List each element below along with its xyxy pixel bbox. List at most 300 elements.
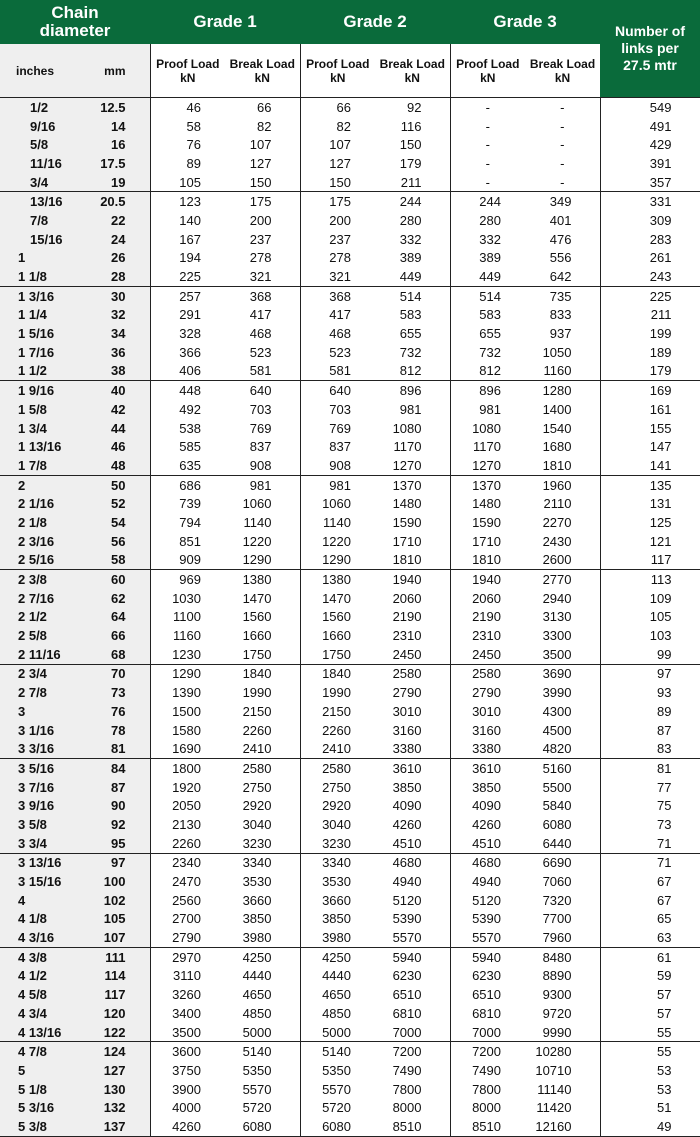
- grade1-break-cell: 2580: [225, 759, 300, 778]
- table-row: [0, 98, 700, 117]
- inches-cell: 5 1/8: [0, 1080, 86, 1099]
- mm-cell: 84: [86, 759, 150, 778]
- grade3-proof-cell: 332: [450, 230, 525, 249]
- grade2-proof-cell: 3230: [300, 834, 375, 853]
- inches-cell: 1/2: [0, 98, 86, 117]
- grade1-break-cell: 1220: [242, 533, 272, 549]
- table-row: [0, 796, 700, 815]
- grade3-break-cell: 3300: [542, 628, 572, 644]
- grade1-break-cell: 5570: [242, 1081, 272, 1097]
- inches-cell: 3: [0, 702, 86, 721]
- grade3-proof-cell: 3160: [450, 721, 525, 740]
- grade2-proof-cell: 1560: [300, 608, 375, 627]
- grade3-break-cell: 1400: [542, 401, 572, 417]
- grade3-proof-cell: 2580: [450, 664, 525, 683]
- grade1-break-cell: 4850: [242, 1005, 272, 1021]
- inches-cell: 2 1/16: [0, 494, 86, 513]
- grade1-proof-cell: 1290: [150, 664, 225, 683]
- grade3-break-cell: 3130: [542, 609, 572, 625]
- grade1-header: Grade 1: [150, 0, 300, 44]
- grade3-break-cell: -: [560, 155, 565, 171]
- grade1-break-cell: 4440: [242, 968, 272, 984]
- grade1-proof-cell: 140: [150, 211, 225, 230]
- grade1-proof-cell: 794: [150, 513, 225, 532]
- grade1-proof-cell: 1500: [150, 702, 225, 721]
- grade2-break-cell: 6230: [392, 968, 422, 984]
- grade2-proof-cell: 769: [300, 419, 375, 438]
- links-cell: 549: [600, 98, 700, 117]
- mm-cell: 73: [86, 683, 150, 702]
- grade3-proof-cell: 1270: [450, 456, 525, 475]
- grade3-proof-cell: 1810: [450, 551, 525, 570]
- grade1-break-cell: 3230: [242, 835, 272, 851]
- grade2-break-cell: 5570: [392, 930, 422, 946]
- table-row: [0, 985, 700, 1004]
- links-cell: 121: [600, 532, 700, 551]
- links-cell: 103: [600, 626, 700, 645]
- grade1-proof-cell: 739: [150, 494, 225, 513]
- inches-cell: 1 7/16: [0, 343, 86, 362]
- inches-cell: 2 3/16: [0, 532, 86, 551]
- grade3-break-cell: 8480: [525, 947, 600, 966]
- grade2-proof-cell: 127: [300, 154, 375, 173]
- grade3-proof-cell: 5940: [450, 947, 525, 966]
- grade3-break-cell: 7960: [542, 930, 572, 946]
- inches-cell: 15/16: [0, 230, 86, 249]
- grade1-break-cell: 4250: [225, 947, 300, 966]
- grade1-break-cell: 468: [249, 326, 272, 342]
- inches-cell: 7/8: [0, 211, 86, 230]
- table-row: [0, 928, 700, 947]
- grade3-proof-cell: 2790: [450, 683, 525, 702]
- grade1-proof-load-unit: kN: [180, 70, 196, 85]
- links-cell: 147: [600, 437, 700, 456]
- grade1-proof-cell: 1100: [150, 608, 225, 627]
- links-cell: 189: [600, 343, 700, 362]
- grade3-break-cell: 1680: [542, 439, 572, 455]
- inches-cell: 1 13/16: [0, 437, 86, 456]
- inches-cell: 5: [0, 1061, 86, 1080]
- grade3-proof-cell: 3380: [450, 739, 525, 758]
- grade2-proof-cell: 2150: [300, 702, 375, 721]
- links-cell: 391: [600, 154, 700, 173]
- grade2-proof-cell: 2750: [300, 778, 375, 797]
- table-row: [0, 456, 700, 475]
- table-row: [0, 759, 700, 778]
- grade1-proof-cell: 291: [150, 306, 225, 325]
- mm-cell: 58: [86, 551, 150, 570]
- grade2-proof-cell: 1990: [300, 683, 375, 702]
- grade3-break-cell: 4500: [542, 722, 572, 738]
- table-row: [0, 192, 700, 211]
- grade1-proof-cell: 492: [150, 400, 225, 419]
- grade2-break-cell: 6510: [392, 987, 422, 1003]
- grade1-break-load-header: [225, 44, 300, 98]
- links-cell: 57: [600, 1004, 700, 1023]
- links-cell: 199: [600, 324, 700, 343]
- table-row: [0, 117, 700, 136]
- grade3-proof-cell: -: [450, 154, 525, 173]
- grade3-break-cell: 11420: [536, 1100, 572, 1116]
- mm-cell: 114: [86, 967, 150, 986]
- links-cell: 49: [600, 1117, 700, 1136]
- inches-cell: 4 5/8: [0, 985, 86, 1004]
- grade1-proof-cell: 2050: [150, 796, 225, 815]
- grade3-proof-cell: 1710: [450, 532, 525, 551]
- inches-cell: 2 7/8: [0, 683, 86, 702]
- grade3-break-cell: 9990: [542, 1024, 572, 1040]
- mm-cell: 28: [86, 267, 150, 286]
- grade1-proof-cell: 89: [150, 154, 225, 173]
- grade1-break-cell: 1380: [225, 570, 300, 589]
- links-cell: 67: [600, 891, 700, 910]
- table-row: [0, 872, 700, 891]
- grade1-break-cell: 981: [225, 475, 300, 494]
- grade2-break-cell: 3160: [392, 722, 422, 738]
- grade1-break-load-label: Break Load: [229, 56, 295, 71]
- grade2-break-cell: 7800: [392, 1081, 422, 1097]
- mm-cell: 120: [86, 1004, 150, 1023]
- grade2-proof-cell: 200: [300, 211, 375, 230]
- grade3-proof-load-header: [450, 44, 525, 98]
- table-row: [0, 381, 700, 400]
- table-row: [0, 778, 700, 797]
- grade2-break-cell: 116: [400, 118, 422, 134]
- grade3-proof-cell: 7800: [450, 1080, 525, 1099]
- mm-cell: 46: [86, 437, 150, 456]
- grade2-proof-cell: 150: [300, 173, 375, 192]
- grade3-break-cell: 2940: [542, 590, 572, 606]
- inches-cell: 4 7/8: [0, 1042, 86, 1061]
- inches-cell: 9/16: [0, 117, 86, 136]
- grade3-break-cell: 8890: [542, 968, 572, 984]
- mm-cell: 137: [86, 1117, 150, 1136]
- grade3-break-cell: 2430: [542, 533, 572, 549]
- inches-cell: 1 3/4: [0, 419, 86, 438]
- links-cell: 63: [600, 928, 700, 947]
- mm-cell: 107: [86, 928, 150, 947]
- grade3-break-cell: 401: [549, 212, 572, 228]
- grade2-proof-cell: 581: [300, 362, 375, 381]
- mm-cell: 132: [86, 1098, 150, 1117]
- grade3-proof-cell: 1590: [450, 513, 525, 532]
- grade1-proof-cell: 3110: [150, 967, 225, 986]
- grade3-proof-cell: 6510: [450, 985, 525, 1004]
- grade1-break-cell: 3040: [242, 816, 272, 832]
- grade3-break-cell: -: [560, 174, 565, 190]
- grade3-break-cell: 349: [525, 192, 600, 211]
- inches-cell: 3 5/8: [0, 815, 86, 834]
- links-cell: 73: [600, 815, 700, 834]
- table-row: [0, 324, 700, 343]
- inches-cell: 2 1/8: [0, 513, 86, 532]
- grade3-break-cell: 1960: [525, 475, 600, 494]
- mm-cell: 36: [86, 343, 150, 362]
- mm-cell: 30: [86, 286, 150, 305]
- table-row: [0, 1042, 700, 1061]
- grade2-proof-cell: 1470: [300, 589, 375, 608]
- inches-cell: 3 1/16: [0, 721, 86, 740]
- table-row: [0, 475, 700, 494]
- table-row: [0, 1098, 700, 1117]
- grade2-proof-cell: 5350: [300, 1061, 375, 1080]
- grade3-proof-cell: 5570: [450, 928, 525, 947]
- grade1-break-cell: 1560: [242, 609, 272, 625]
- links-cell: 71: [600, 853, 700, 872]
- links-cell: 225: [600, 286, 700, 305]
- grade1-break-cell: 107: [249, 137, 272, 153]
- inches-cell: 5 3/16: [0, 1098, 86, 1117]
- grade1-proof-cell: 3900: [150, 1080, 225, 1099]
- grade3-proof-cell: 4260: [450, 815, 525, 834]
- grade3-proof-cell: 812: [450, 362, 525, 381]
- grade1-proof-load-label: Proof Load: [156, 56, 220, 71]
- grade1-proof-cell: 851: [150, 532, 225, 551]
- links-cell: 61: [600, 947, 700, 966]
- grade3-proof-cell: 4940: [450, 872, 525, 891]
- inches-cell: 4 1/8: [0, 910, 86, 929]
- inches-cell: 4 3/4: [0, 1004, 86, 1023]
- inches-cell: 4 3/16: [0, 928, 86, 947]
- grade3-break-cell: 4820: [542, 741, 572, 757]
- links-cell: 71: [600, 834, 700, 853]
- grade1-proof-cell: 2790: [150, 928, 225, 947]
- chain-diameter-header: Chain diameter: [0, 0, 150, 44]
- links-cell: 99: [600, 645, 700, 664]
- grade2-break-cell: 1710: [392, 533, 422, 549]
- grade1-proof-cell: 167: [150, 230, 225, 249]
- grade3-break-cell: 2770: [525, 570, 600, 589]
- grade1-break-cell: 2920: [242, 798, 272, 814]
- grade2-break-cell: 2310: [392, 628, 422, 644]
- grade1-break-cell: 703: [249, 401, 272, 417]
- grade1-proof-cell: 1920: [150, 778, 225, 797]
- mm-cell: 66: [86, 626, 150, 645]
- links-cell: 179: [600, 362, 700, 381]
- grade2-proof-cell: 6080: [300, 1117, 375, 1136]
- inches-cell: 1: [0, 249, 86, 268]
- grade3-break-cell: 1810: [542, 457, 572, 473]
- grade1-break-cell: 2150: [242, 703, 272, 719]
- grade2-proof-cell: 278: [300, 249, 375, 268]
- table-row: [0, 400, 700, 419]
- grade3-break-cell: 7060: [542, 874, 572, 890]
- grade3-break-load-unit: kN: [554, 70, 571, 85]
- grade1-break-cell: 417: [249, 307, 272, 323]
- grade3-proof-cell: -: [450, 173, 525, 192]
- grade2-proof-cell: 4650: [300, 985, 375, 1004]
- grade2-proof-load-label: Proof Load: [306, 56, 370, 71]
- grade1-break-cell: 3980: [242, 930, 272, 946]
- grade3-proof-cell: 732: [450, 343, 525, 362]
- grade1-proof-cell: 2340: [150, 853, 225, 872]
- table-row: [0, 967, 700, 986]
- grade1-break-cell: 523: [249, 344, 272, 360]
- grade2-break-cell: 244: [375, 192, 450, 211]
- links-cell: 75: [600, 796, 700, 815]
- grade1-proof-load-header: [150, 44, 225, 98]
- links-cell: 113: [600, 570, 700, 589]
- table-row: [0, 853, 700, 872]
- grade2-proof-cell: 5140: [300, 1042, 375, 1061]
- grade1-break-cell: 5720: [242, 1100, 272, 1116]
- grade2-break-cell: 150: [399, 137, 422, 153]
- grade2-proof-cell: 5570: [300, 1080, 375, 1099]
- mm-cell: 87: [86, 778, 150, 797]
- table-row: [0, 1080, 700, 1099]
- links-cell: 283: [600, 230, 700, 249]
- grade2-break-cell: 981: [399, 401, 422, 417]
- grade2-proof-cell: 368: [300, 286, 375, 305]
- grade3-break-cell: 2600: [542, 552, 572, 568]
- grade3-proof-cell: 6230: [450, 967, 525, 986]
- grade1-break-cell: 1140: [243, 514, 272, 530]
- grade2-proof-cell: 2580: [300, 759, 375, 778]
- table-row: [0, 230, 700, 249]
- mm-cell: 42: [86, 400, 150, 419]
- grade1-proof-cell: 4000: [150, 1098, 225, 1117]
- grade3-break-cell: 6080: [542, 816, 572, 832]
- inches-cell: 2 5/16: [0, 551, 86, 570]
- grade2-break-cell: 4940: [392, 874, 422, 890]
- links-cell: 83: [600, 739, 700, 758]
- grade2-proof-cell: 5000: [300, 1023, 375, 1042]
- grade3-proof-cell: 1080: [450, 419, 525, 438]
- grade1-break-cell: 2410: [242, 741, 272, 757]
- grade1-proof-cell: 2470: [150, 872, 225, 891]
- grade3-proof-cell: 3010: [450, 702, 525, 721]
- grade2-proof-cell: 82: [300, 117, 375, 136]
- links-cell: 105: [600, 608, 700, 627]
- grade1-proof-cell: 2700: [150, 910, 225, 929]
- mm-cell: 81: [86, 739, 150, 758]
- grade2-proof-load-unit: kN: [330, 70, 346, 85]
- grade1-proof-cell: 328: [150, 324, 225, 343]
- grade2-proof-cell: 837: [300, 437, 375, 456]
- grade2-proof-cell: 237: [300, 230, 375, 249]
- inches-cell: 1 5/8: [0, 400, 86, 419]
- grade2-proof-cell: 4850: [300, 1004, 375, 1023]
- grade2-break-cell: 2060: [392, 590, 422, 606]
- grade1-break-cell: 1060: [242, 496, 272, 512]
- mm-cell: 70: [86, 664, 150, 683]
- table-row: [0, 891, 700, 910]
- links-cell: 357: [600, 173, 700, 192]
- grade2-break-cell: 3010: [392, 703, 422, 719]
- inches-cell: 3 7/16: [0, 778, 86, 797]
- grade1-break-cell: 66: [225, 98, 300, 117]
- grade3-break-cell: 833: [549, 307, 572, 323]
- links-header: Number of links per 27.5 mtr: [600, 0, 700, 98]
- inches-cell: 2 11/16: [0, 645, 86, 664]
- grade3-break-cell: 1540: [542, 420, 572, 436]
- grade1-proof-cell: 194: [150, 249, 225, 268]
- mm-cell: 60: [86, 570, 150, 589]
- grade2-break-cell: 280: [399, 212, 422, 228]
- grade2-proof-cell: 640: [300, 381, 375, 400]
- grade1-break-cell: 908: [249, 457, 272, 473]
- mm-cell: 124: [86, 1042, 150, 1061]
- grade2-break-cell: 4260: [392, 816, 422, 832]
- grade1-proof-cell: 585: [150, 437, 225, 456]
- grade2-proof-cell: 1290: [300, 551, 375, 570]
- table-row: [0, 815, 700, 834]
- grade3-proof-cell: 1480: [450, 494, 525, 513]
- grade1-break-load-unit: kN: [254, 70, 270, 85]
- grade3-break-cell: 3500: [542, 646, 572, 662]
- grade1-proof-cell: 2130: [150, 815, 225, 834]
- grade3-break-cell: 556: [549, 250, 572, 266]
- grade1-proof-cell: 225: [150, 267, 225, 286]
- grade2-break-cell: 7200: [375, 1042, 450, 1061]
- mm-cell: 16: [86, 135, 150, 154]
- grade2-break-cell: 7490: [392, 1062, 422, 1078]
- inches-cell: 4 13/16: [0, 1023, 86, 1042]
- table-row: [0, 664, 700, 683]
- grade1-break-cell: 3530: [242, 874, 272, 890]
- grade3-break-cell: 11140: [537, 1081, 572, 1097]
- mm-cell: 68: [86, 645, 150, 664]
- mm-cell: 56: [86, 532, 150, 551]
- grade1-proof-cell: 686: [150, 475, 225, 494]
- grade1-break-cell: 581: [249, 363, 272, 379]
- table-row: [0, 1061, 700, 1080]
- table-row: [0, 626, 700, 645]
- grade1-break-cell: 5000: [242, 1024, 272, 1040]
- grade3-proof-cell: 2450: [450, 645, 525, 664]
- mm-cell: 62: [86, 589, 150, 608]
- grade3-break-cell: 937: [549, 326, 572, 342]
- grade2-proof-cell: 1060: [300, 494, 375, 513]
- mm-cell: 92: [86, 815, 150, 834]
- links-cell: 97: [600, 664, 700, 683]
- links-cell: 243: [600, 267, 700, 286]
- grade2-break-cell: 896: [375, 381, 450, 400]
- grade1-break-cell: 200: [249, 212, 272, 228]
- grade2-proof-cell: 2410: [300, 739, 375, 758]
- inches-cell: 1 1/8: [0, 267, 86, 286]
- links-cell: 81: [600, 759, 700, 778]
- inches-cell: 1 1/2: [0, 362, 86, 381]
- grade2-break-cell: 1940: [375, 570, 450, 589]
- table-row: [0, 532, 700, 551]
- grade3-proof-cell: 449: [450, 267, 525, 286]
- grade3-proof-cell: 4090: [450, 796, 525, 815]
- grade1-break-cell: 640: [225, 381, 300, 400]
- links-cell: 87: [600, 721, 700, 740]
- grade1-break-cell: 3660: [242, 892, 272, 908]
- grade2-proof-cell: 2920: [300, 796, 375, 815]
- grade2-proof-cell: 321: [300, 267, 375, 286]
- grade2-break-cell: 7000: [392, 1024, 422, 1040]
- grade3-break-cell: 642: [549, 269, 572, 285]
- grade3-proof-cell: 655: [450, 324, 525, 343]
- table-row: [0, 683, 700, 702]
- grade3-proof-load-label: Proof Load: [456, 56, 520, 71]
- grade3-break-cell: 10280: [525, 1042, 600, 1061]
- grade2-break-cell: 2790: [392, 685, 422, 701]
- grade2-break-cell: 5940: [375, 947, 450, 966]
- table-row: [0, 286, 700, 305]
- grade3-proof-cell: 2310: [450, 626, 525, 645]
- grade2-proof-cell: 107: [300, 135, 375, 154]
- grade3-break-cell: 735: [525, 286, 600, 305]
- grade1-break-cell: 837: [249, 439, 272, 455]
- inches-cell: 4 1/2: [0, 967, 86, 986]
- inches-cell: 1 9/16: [0, 381, 86, 400]
- grade1-proof-cell: 105: [150, 173, 225, 192]
- mm-cell: 102: [86, 891, 150, 910]
